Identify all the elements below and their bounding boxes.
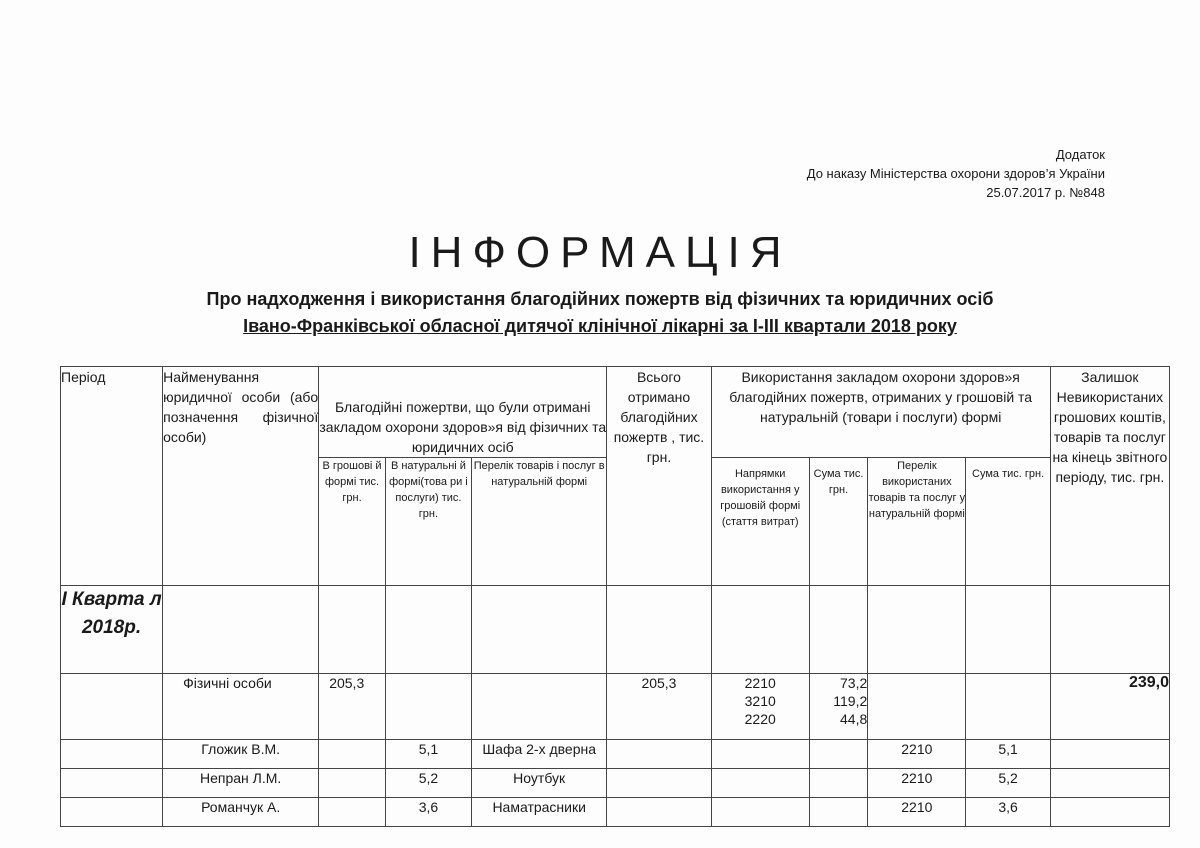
addendum-line-3: 25.07.2017 р. №848	[986, 185, 1105, 200]
donor-natural: 5,2	[385, 769, 471, 798]
period-label: І Кварта л 2018р.	[61, 586, 163, 674]
subheader-sum-2: Сума тис. грн.	[966, 458, 1050, 586]
header-total: Всього отримано благодійних пожертв , тис. грн.	[607, 367, 711, 586]
document-title: ІНФОРМАЦІЯ	[408, 228, 792, 277]
addendum-line-2: До наказу Міністерства охорони здоров’я України	[806, 166, 1105, 181]
subheader-directions: Напрямки використання у грошовій формі (стаття витрат)	[711, 458, 809, 586]
direction-sum: 44,8	[840, 711, 868, 727]
subheader-sum-1: Сума тис. грн.	[809, 458, 867, 586]
direction-code: 2210	[744, 675, 776, 691]
subheader-natural: В натуральні й формі(това ри і послуги) тис. грн.	[385, 458, 471, 586]
individuals-cash: 205,3	[319, 674, 386, 740]
header-name: Найменування юридичної особи (або позначення фізичної особи)	[163, 367, 319, 586]
header-usage: Використання закладом охорони здоров»я благодійних пожертв, отриманих у грошовій та натуральній (товари і послуги) формі	[711, 367, 1050, 458]
subheader-used-goods: Перелік використаних товарів та послуг у натуральній формі	[868, 458, 966, 586]
donor-goods: Шафа 2-х дверна	[472, 740, 607, 769]
donor-goods: Наматрасники	[472, 798, 607, 827]
donor-natural: 5,1	[385, 740, 471, 769]
donor-name: Гложик В.М.	[163, 740, 319, 769]
individuals-balance: 239,0	[1050, 674, 1169, 740]
header-period: Період	[61, 367, 163, 586]
individuals-directions	[711, 674, 809, 740]
table-row	[61, 740, 1170, 769]
subheader-goods-list: Перелік товарів і послуг в натуральній формі	[472, 458, 607, 586]
direction-sum: 119,2	[833, 693, 868, 709]
subtitle-line-2: Івано-Франківської обласної дитячої клінічної лікарні за І-ІІІ квартали 2018 року	[243, 316, 957, 336]
donations-table	[60, 366, 1170, 827]
direction-code: 2220	[744, 711, 776, 727]
direction-code: 3210	[744, 693, 776, 709]
donor-sum: 5,1	[966, 740, 1050, 769]
donor-goods: Ноутбук	[472, 769, 607, 798]
header-received: Благодійні пожертви, що були отримані закладом охорони здоров»я від фізичних та юридичних осіб	[319, 367, 607, 458]
header-balance: Залишок Невикористаних грошових коштів, товарів та послуг на кінець звітного періоду, тис. грн.	[1050, 367, 1169, 586]
table-row	[61, 798, 1170, 827]
donor-code: 2210	[868, 798, 966, 827]
donor-code: 2210	[868, 740, 966, 769]
subheader-cash: В грошові й формі тис. грн.	[319, 458, 386, 586]
donor-name: Непран Л.М.	[163, 769, 319, 798]
donor-code: 2210	[868, 769, 966, 798]
period-row	[61, 586, 1170, 674]
donor-sum: 5,2	[966, 769, 1050, 798]
individuals-total: 205,3	[607, 674, 711, 740]
individuals-sums	[809, 674, 867, 740]
donor-sum: 3,6	[966, 798, 1050, 827]
addendum-line-1: Додаток	[1055, 147, 1105, 162]
donor-natural: 3,6	[385, 798, 471, 827]
individuals-name: Фізичні особи	[163, 674, 319, 740]
subtitle-line-1: Про надходження і використання благодійних пожертв від фізичних та юридичних осіб	[206, 289, 994, 309]
table-row	[61, 769, 1170, 798]
direction-sum: 73,2	[840, 675, 868, 691]
donor-name: Романчук А.	[163, 798, 319, 827]
individuals-row	[61, 674, 1170, 740]
